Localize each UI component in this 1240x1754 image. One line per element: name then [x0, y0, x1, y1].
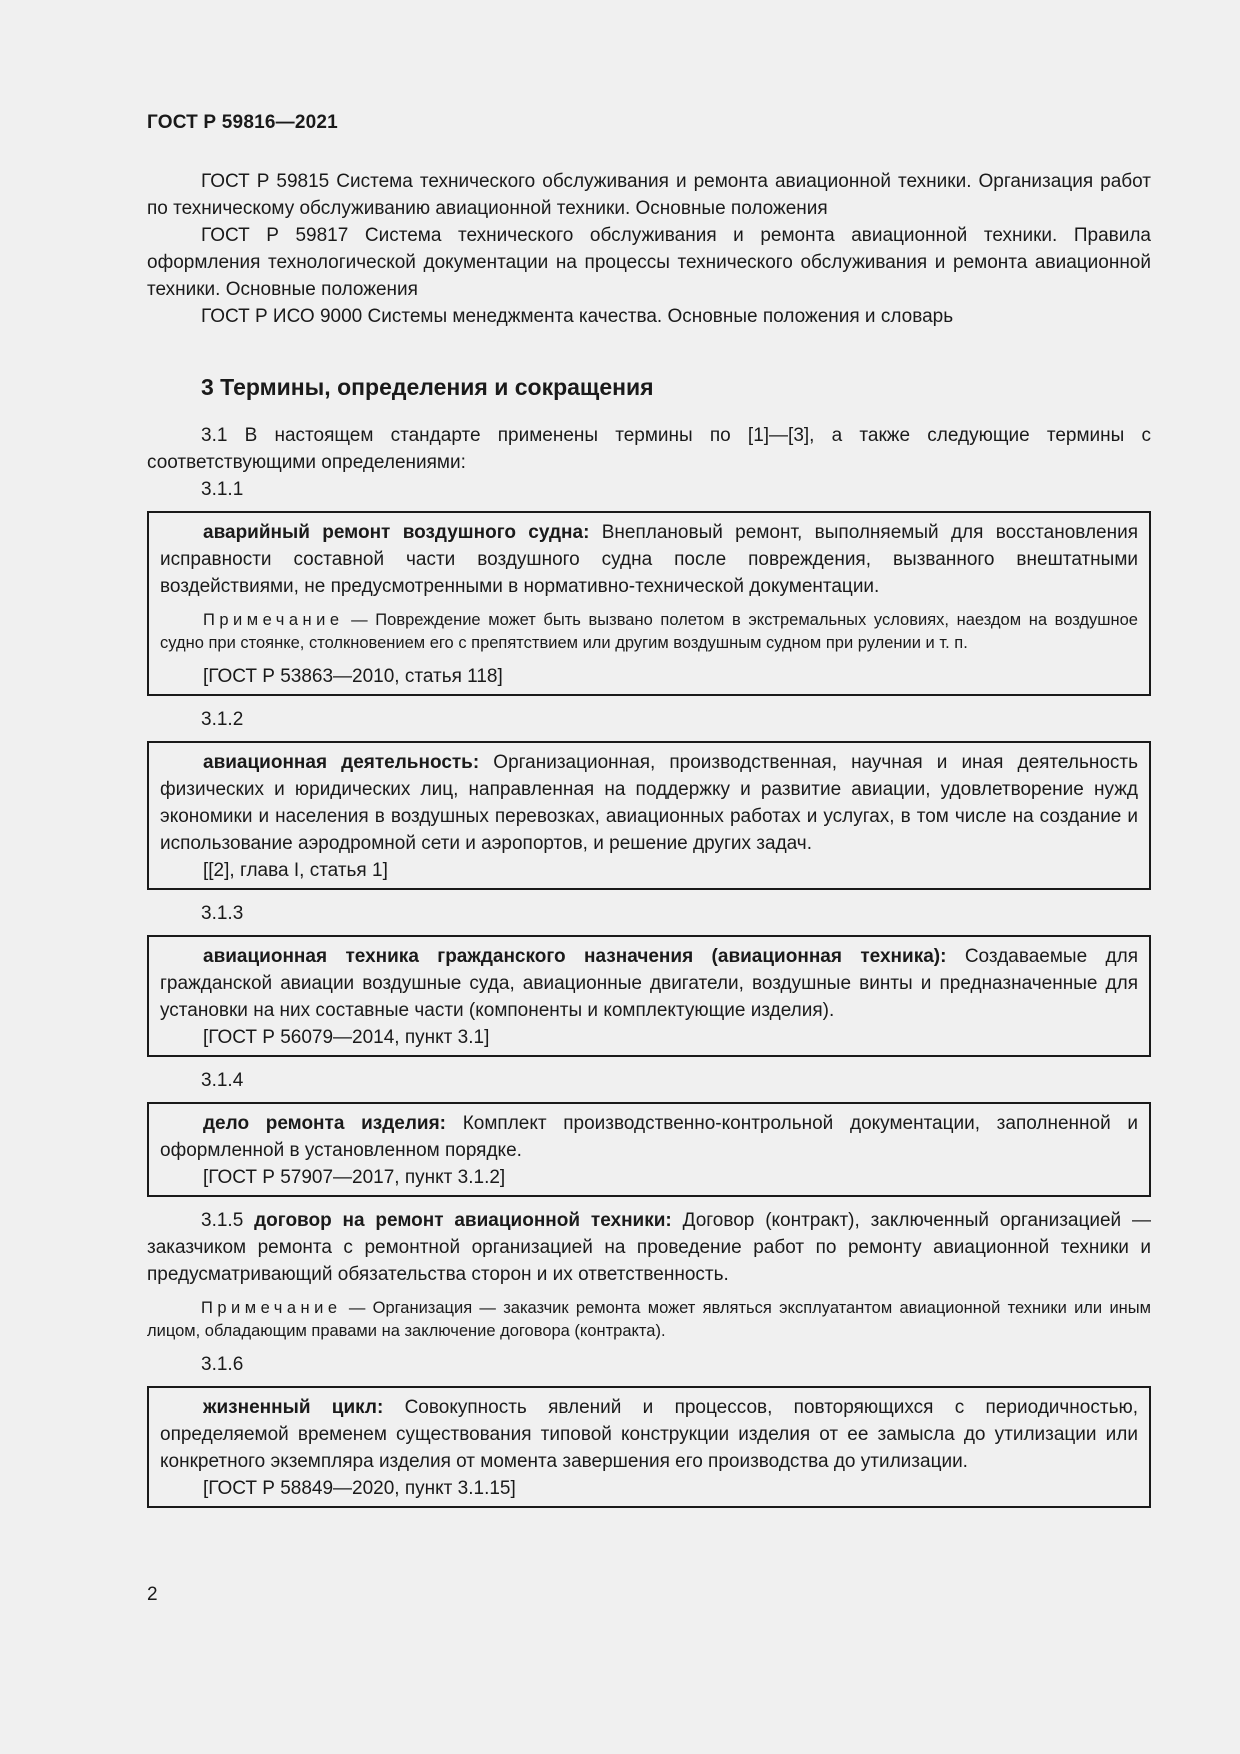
term-name: авиационная техника гражданского назначения (авиационная техника): — [203, 946, 947, 967]
reference-text: Система технического обслуживания и ремонта авиационной техники. Правила оформления технологической документации на процессы технического обслуживания и ремонта авиационной техники. Основные положения — [147, 225, 1151, 300]
term-definition — [160, 519, 1138, 600]
term-source: [ГОСТ Р 57907—2017, пункт 3.1.2] — [203, 1167, 506, 1188]
reference-item — [147, 303, 1151, 330]
term-definition — [160, 1394, 1138, 1475]
term-name: авиационная деятельность: — [203, 752, 480, 773]
term-box — [147, 1102, 1151, 1197]
term-name: дело ремонта изделия: — [203, 1113, 447, 1134]
document-header: ГОСТ Р 59816—2021 — [147, 112, 338, 133]
page-content — [147, 168, 1151, 1518]
term-box — [147, 741, 1151, 890]
term-name: жизненный цикл: — [203, 1397, 384, 1418]
term-number: 3.1.1 — [201, 479, 244, 500]
note-text: — Организация — заказчик ремонта может являться эксплуатантом авиационной техники или иным лицом, обладающим правами на заключение договора (контракта). — [147, 1299, 1151, 1340]
definition-text: Организационная, производственная, научная и иная деятельность физических и юридических лиц, направленная на поддержку и развитие авиации, удовлетворение нужд экономики и населения в воздушных перевозках, авиационных работах и услугах, в том числе на создание и использование аэродромной сети и аэропортов, и решение других задач. — [160, 752, 1139, 854]
definition-text: Создаваемые для гражданской авиации воздушные суда, авиационные двигатели, воздушные винты и предназначенные для установки на них составные части (компоненты и комплектующие изделия). — [160, 946, 1139, 1021]
reference-text: Системы менеджмента качества. Основные положения и словарь — [367, 306, 954, 327]
reference-item — [147, 222, 1151, 303]
term-number: 3.1.6 — [201, 1354, 244, 1375]
note-label: Примечание — [203, 611, 344, 629]
definition-text: Внеплановый ремонт, выполняемый для восстановления исправности составной части воздушного судна после повреждения, вызванного внештатными воздействиями, не предусмотренными в нормативно-технической документации. — [160, 522, 1139, 597]
term-definition — [160, 943, 1138, 1024]
term-definition — [160, 1110, 1138, 1164]
definition-text: Договор (контракт), заключенный организацией — заказчиком ремонта с ремонтной организацией на проведение работ по ремонту авиационной техники и предусматривающий обязательства сторон и их ответственность. — [147, 1210, 1151, 1285]
page-number: 2 — [147, 1584, 158, 1605]
reference-item — [147, 168, 1151, 222]
section-title: 3 Термины, определения и сокращения — [201, 374, 654, 400]
term-number: 3.1.5 — [201, 1210, 244, 1231]
reference-text: Система технического обслуживания и ремонта авиационной техники. Организация работ по техническому обслуживанию авиационной техники. Основные положения — [147, 171, 1151, 219]
section-intro: 3.1 В настоящем стандарте применены термины по [1]—[3], а также следующие термины с соответствующими определениями: — [147, 425, 1151, 473]
term-number: 3.1.4 — [201, 1070, 244, 1091]
term-source: [ГОСТ Р 58849—2020, пункт 3.1.15] — [203, 1478, 516, 1499]
term-box — [147, 511, 1151, 696]
reference-code: ГОСТ Р ИСО 9000 — [201, 306, 363, 327]
term-box — [147, 935, 1151, 1057]
term-source: [ГОСТ Р 56079—2014, пункт 3.1] — [203, 1027, 490, 1048]
term-definition — [160, 749, 1138, 857]
term-inline — [147, 1207, 1151, 1288]
term-note — [160, 609, 1138, 655]
term-source: [[2], глава I, статья 1] — [203, 860, 388, 881]
normative-references — [147, 168, 1151, 330]
reference-code: ГОСТ Р 59815 — [201, 171, 330, 192]
note-text: — Повреждение может быть вызвано полетом в экстремальных условиях, наездом на воздушное судно при стоянке, столкновением его с препятствием или другим воздушным судном при рулении и т. п. — [160, 611, 1138, 652]
term-name: аварийный ремонт воздушного судна: — [203, 522, 590, 543]
definition-text: Комплект производственно-контрольной документации, заполненной и оформленной в установленном порядке. — [160, 1113, 1139, 1161]
term-source: [ГОСТ Р 53863—2010, статья 118] — [203, 666, 503, 687]
term-note — [147, 1297, 1151, 1343]
term-box — [147, 1386, 1151, 1508]
term-number: 3.1.3 — [201, 903, 244, 924]
note-label: Примечание — [201, 1299, 342, 1317]
term-name: договор на ремонт авиационной техники: — [254, 1210, 672, 1231]
term-number: 3.1.2 — [201, 709, 244, 730]
definition-text: Совокупность явлений и процессов, повторяющихся с периодичностью, определяемой временем существования типовой конструкции изделия от ее замысла до утилизации или конкретного экземпляра изделия от момента завершения его производства до утилизации. — [160, 1397, 1139, 1472]
reference-code: ГОСТ Р 59817 — [201, 225, 349, 246]
